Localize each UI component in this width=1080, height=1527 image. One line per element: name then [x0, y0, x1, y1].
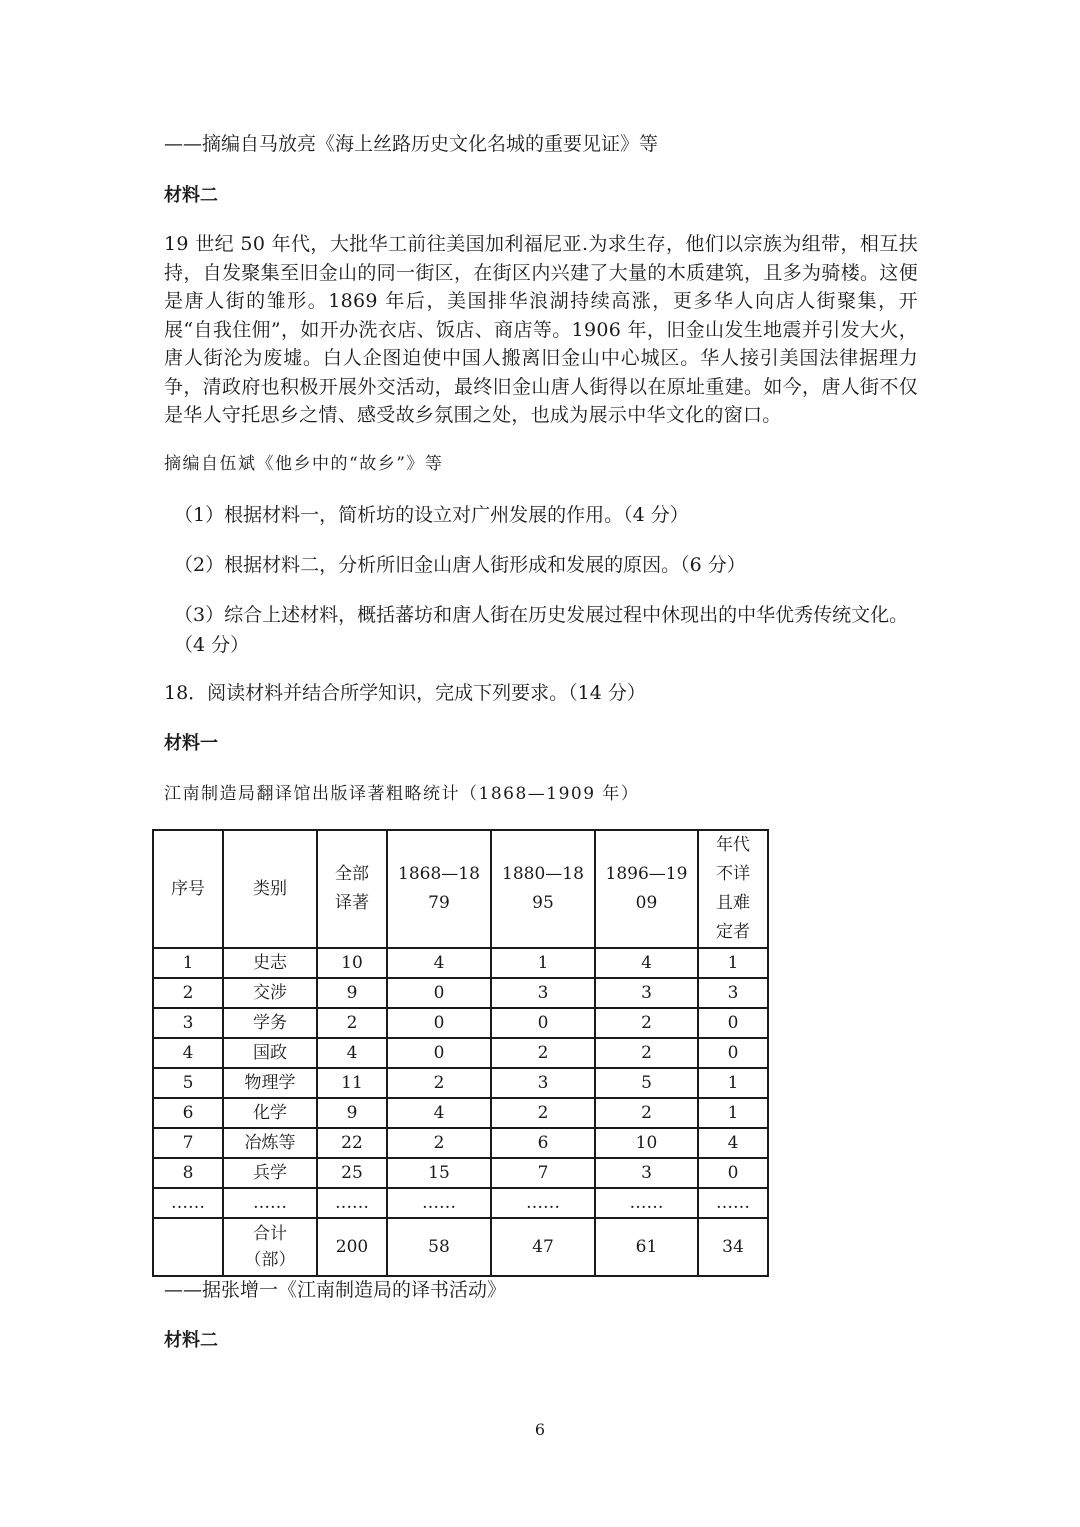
table-cell: 4	[317, 1038, 387, 1068]
table-row	[153, 1158, 768, 1188]
table-header-text: 定者	[716, 922, 750, 942]
table-total-cell: 200	[317, 1218, 387, 1276]
table-header-cell	[387, 830, 491, 948]
table-cell: ……	[491, 1188, 595, 1218]
table-cell: 4	[387, 1098, 491, 1128]
table-total-label: （部）	[244, 1250, 296, 1270]
table-cell: 2	[317, 1008, 387, 1038]
table-header-text: 79	[428, 893, 450, 913]
table-total-cell	[223, 1218, 317, 1276]
table-cell: 15	[387, 1158, 491, 1188]
table-cell: 5	[595, 1068, 698, 1098]
table-body	[153, 830, 768, 1276]
table-total-cell: 47	[491, 1218, 595, 1276]
table-cell: ……	[387, 1188, 491, 1218]
table-cell: 11	[317, 1068, 387, 1098]
table-source: ——据张增一《江南制造局的译书活动》	[164, 1279, 507, 1301]
source-line-1: ——摘编自马放亮《海上丝路历史文化名城的重要见证》等	[164, 133, 659, 155]
paragraph-material-2: 19 世纪 50 年代，大批华工前往美国加利福尼亚.为求生存，他们以宗族为组带，相互扶持，自发聚集至旧金山的同一街区，在街区内兴建了大量的木质建筑，且多为骑楼。这便是唐人街的雏形。1869 年后，美国排华浪湖持续高涨，更多华人向店人街聚集，开展“自我住佣”，如开办洗衣店、饭店、商店等。1906 年，旧金山发生地震并引发大火，唐人街沦为废墟。白人企图迫使中国人搬离旧金山中心城区。华人接引美国法律据理力争，清政府也积极开展外交活动，最终旧金山唐人街得以在原址重建。如今，唐人街不仅是华人守托思乡之情、感受故乡氛围之处，也成为展示中华文化的窗口。	[164, 233, 918, 426]
table-row	[153, 1188, 768, 1218]
table-row	[153, 1098, 768, 1128]
table-cell: 0	[387, 1038, 491, 1068]
table-cell: 0	[491, 1008, 595, 1038]
table-cell: 9	[317, 978, 387, 1008]
table-header-cell	[317, 830, 387, 948]
table-cell: 3	[491, 978, 595, 1008]
table-cell: 0	[698, 1158, 768, 1188]
table-header-text: 不详	[716, 864, 750, 884]
table-cell: ……	[595, 1188, 698, 1218]
table-cell: 2	[387, 1128, 491, 1158]
table-total-label: 合计	[253, 1224, 287, 1244]
table-header-cell	[595, 830, 698, 948]
table-cell: 0	[387, 1008, 491, 1038]
table-header-text: 1868—18	[398, 864, 480, 884]
table-cell: 9	[317, 1098, 387, 1128]
table-row	[153, 1128, 768, 1158]
table-header-text: 09	[635, 893, 658, 913]
table-cell: ……	[223, 1188, 317, 1218]
table-row	[153, 948, 768, 978]
table-header-text: 译著	[335, 893, 369, 913]
table-cell: 0	[387, 978, 491, 1008]
table-cell: 6	[491, 1128, 595, 1158]
table-cell: 5	[153, 1068, 223, 1098]
page-number: 6	[534, 1420, 546, 1439]
table-cell: 4	[387, 948, 491, 978]
table-cell: 1	[698, 948, 768, 978]
question-2: （2）根据材料二，分析所旧金山唐人街形成和发展的原因。（6 分）	[174, 554, 746, 576]
table-cell: 学务	[223, 1008, 317, 1038]
table-row	[153, 1008, 768, 1038]
table-total-cell	[153, 1218, 223, 1276]
table-cell: 国政	[223, 1038, 317, 1068]
table-cell: 8	[153, 1158, 223, 1188]
table-cell: 6	[153, 1098, 223, 1128]
source-line-2: 摘编自伍斌《他乡中的“故乡”》等	[164, 454, 444, 474]
table-cell: 2	[595, 1098, 698, 1128]
table-header-cell	[491, 830, 595, 948]
table-row	[153, 1038, 768, 1068]
table-header-text: 1896—19	[605, 864, 688, 884]
table-header-text: 1880—18	[502, 864, 584, 884]
table-cell: 10	[317, 948, 387, 978]
table-header-cell	[153, 830, 223, 948]
table-cell: 1	[491, 948, 595, 978]
table-total-cell: 58	[387, 1218, 491, 1276]
table-cell: ……	[698, 1188, 768, 1218]
table-cell: 1	[698, 1098, 768, 1128]
table-header-cell	[223, 830, 317, 948]
table-cell: 交涉	[223, 978, 317, 1008]
table-cell: 史志	[223, 948, 317, 978]
table-cell: 7	[153, 1128, 223, 1158]
table-cell: ……	[153, 1188, 223, 1218]
table-cell: 7	[491, 1158, 595, 1188]
heading-material-1: 材料一	[164, 733, 218, 754]
table-cell: 冶炼等	[223, 1128, 317, 1158]
table-cell: 3	[595, 978, 698, 1008]
table-title: 江南制造局翻译馆出版译著粗略统计（1868—1909 年）	[164, 784, 640, 804]
table-cell: ……	[317, 1188, 387, 1218]
table-cell: 25	[317, 1158, 387, 1188]
table-cell: 2	[153, 978, 223, 1008]
heading-material-2b: 材料二	[164, 1330, 218, 1351]
question-3: （3）综合上述材料，概括蕃坊和唐人街在历史发展过程中休现出的中华优秀传统文化。（4 分）	[174, 604, 909, 656]
table-header-text: 年代	[716, 835, 750, 855]
table-header-text: 且难	[716, 893, 750, 913]
table-cell: 4	[153, 1038, 223, 1068]
heading-material-2a: 材料二	[164, 185, 218, 206]
table-cell: 0	[698, 1038, 768, 1068]
question-18: 18．阅读材料并结合所学知识，完成下列要求。（14 分）	[164, 682, 646, 704]
table-cell: 3	[698, 978, 768, 1008]
table-cell: 兵学	[223, 1158, 317, 1188]
table-cell: 1	[698, 1068, 768, 1098]
table-cell: 1	[153, 948, 223, 978]
question-1: （1）根据材料一，简析坊的设立对广州发展的作用。（4 分）	[174, 504, 689, 526]
table-row	[153, 1068, 768, 1098]
table-cell: 2	[387, 1068, 491, 1098]
table-cell: 4	[595, 948, 698, 978]
table-cell: 化学	[223, 1098, 317, 1128]
table-header-text: 类别	[253, 878, 287, 899]
table-header-text: 序号	[171, 878, 205, 899]
table-cell: 3	[491, 1068, 595, 1098]
table-total-cell: 34	[698, 1218, 768, 1276]
table-cell: 2	[595, 1008, 698, 1038]
table-cell: 物理学	[223, 1068, 317, 1098]
table-cell: 3	[595, 1158, 698, 1188]
table-cell: 4	[698, 1128, 768, 1158]
table-cell: 2	[491, 1098, 595, 1128]
statistics-table	[152, 829, 769, 1277]
table-cell: 22	[317, 1128, 387, 1158]
table-cell: 2	[491, 1038, 595, 1068]
table-cell: 10	[595, 1128, 698, 1158]
table-row	[153, 978, 768, 1008]
table-total-cell: 61	[595, 1218, 698, 1276]
table-header-text: 全部	[335, 864, 369, 884]
table-header-text: 95	[532, 893, 554, 913]
table-cell: 0	[698, 1008, 768, 1038]
table-header-cell	[698, 830, 768, 948]
table-total-row	[153, 1218, 768, 1276]
table-header-row	[153, 830, 768, 948]
table-cell: 3	[153, 1008, 223, 1038]
table-cell: 2	[595, 1038, 698, 1068]
